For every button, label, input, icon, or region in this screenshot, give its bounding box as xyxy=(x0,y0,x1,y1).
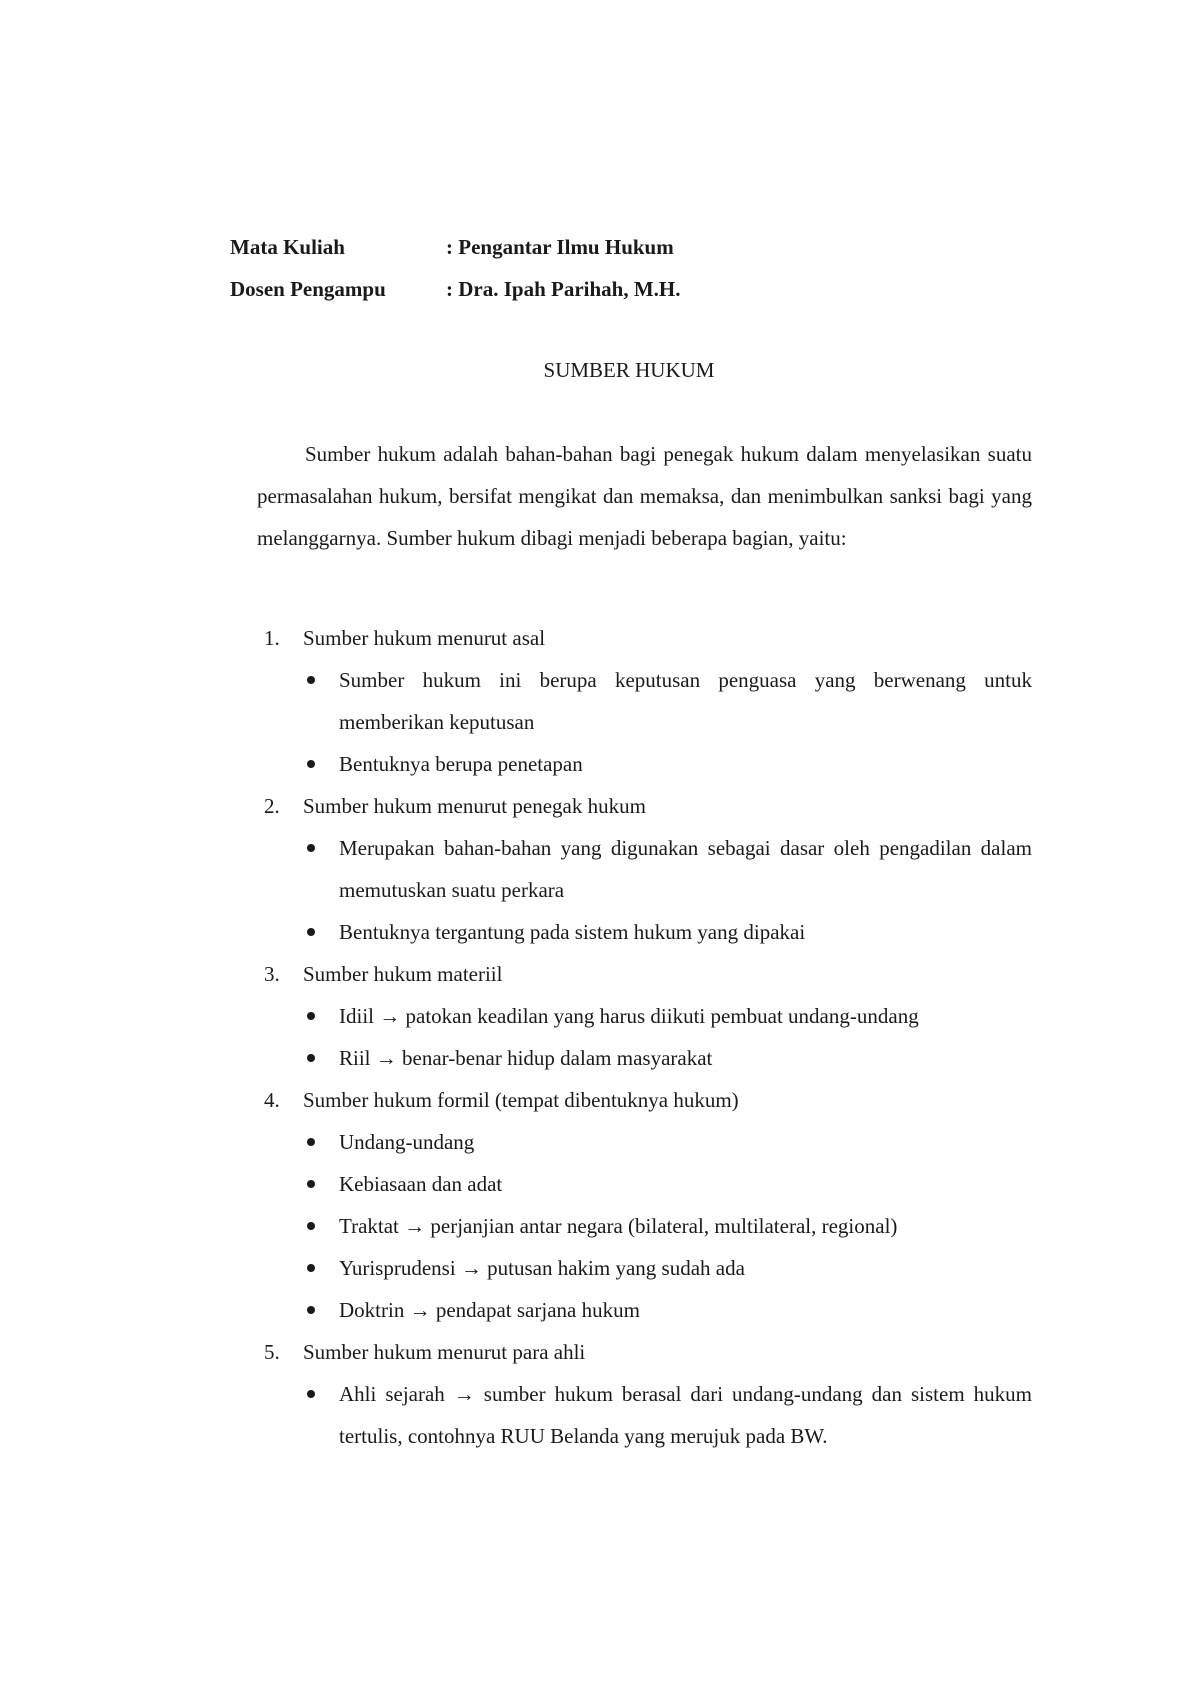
list-item-number: 3. xyxy=(264,962,280,986)
list-item-heading xyxy=(257,785,1032,827)
bullet-icon xyxy=(307,1180,315,1188)
bullet-item xyxy=(257,1247,1032,1289)
bullet-icon xyxy=(307,928,315,936)
list-item-heading xyxy=(257,1331,1032,1373)
bullet-icon xyxy=(307,760,315,768)
list-item-number: 5. xyxy=(264,1340,280,1364)
bullet-icon xyxy=(307,1012,315,1020)
bullet-list xyxy=(257,659,1032,785)
course-info xyxy=(230,226,681,310)
bullet-text: Merupakan bahan-bahan yang digunakan sebagai dasar oleh pengadilan dalam memutuskan suatu perkara xyxy=(339,836,1032,902)
lecturer-value: : Dra. Ipah Parihah, M.H. xyxy=(446,277,681,301)
bullet-text: Bentuknya berupa penetapan xyxy=(339,752,583,776)
list-item-number: 2. xyxy=(264,794,280,818)
list-item xyxy=(257,617,1032,785)
list-item-text: Sumber hukum menurut para ahli xyxy=(303,1340,586,1364)
numbered-list xyxy=(257,617,1032,1457)
bullet-item xyxy=(257,995,1032,1037)
bullet-icon xyxy=(307,1138,315,1146)
bullet-text: Yurisprudensi → putusan hakim yang sudah ada xyxy=(339,1256,745,1280)
bullet-icon xyxy=(307,1306,315,1314)
bullet-icon xyxy=(307,1054,315,1062)
lecturer-row xyxy=(230,268,681,310)
document-title: SUMBER HUKUM xyxy=(543,358,715,382)
list-item xyxy=(257,785,1032,953)
bullet-text: Idiil → patokan keadilan yang harus diikuti pembuat undang-undang xyxy=(339,1004,919,1028)
course-label: Mata Kuliah xyxy=(230,235,345,259)
bullet-list xyxy=(257,827,1032,953)
list-item-text: Sumber hukum materiil xyxy=(303,962,503,986)
bullet-item xyxy=(257,1373,1032,1457)
bullet-list xyxy=(257,1373,1032,1457)
lecturer-label: Dosen Pengampu xyxy=(230,277,386,301)
list-item xyxy=(257,1331,1032,1457)
list-item-text: Sumber hukum menurut penegak hukum xyxy=(303,794,646,818)
bullet-item xyxy=(257,911,1032,953)
bullet-item xyxy=(257,1163,1032,1205)
list-item-number: 4. xyxy=(264,1088,280,1112)
bullet-text: Kebiasaan dan adat xyxy=(339,1172,503,1196)
list-item-text: Sumber hukum menurut asal xyxy=(303,626,546,650)
bullet-icon xyxy=(307,676,315,684)
course-row xyxy=(230,226,681,268)
intro-paragraph: Sumber hukum adalah bahan-bahan bagi penegak hukum dalam menyelasikan suatu permasalahan hukum, bersifat mengikat dan memaksa, dan menimbulkan sanksi bagi yang melanggarnya. Sumber hukum dibagi menjadi beberapa bagian, yaitu: xyxy=(257,442,1032,550)
bullet-item xyxy=(257,827,1032,911)
list-item-text: Sumber hukum formil (tempat dibentuknya hukum) xyxy=(303,1088,739,1112)
bullet-text: Sumber hukum ini berupa keputusan penguasa yang berwenang untuk memberikan keputusan xyxy=(339,668,1032,734)
bullet-item xyxy=(257,1121,1032,1163)
bullet-text: Riil → benar-benar hidup dalam masyarakat xyxy=(339,1046,713,1070)
list-item-heading xyxy=(257,617,1032,659)
bullet-text: Ahli sejarah → sumber hukum berasal dari undang-undang dan sistem hukum tertulis, contohnya RUU Belanda yang merujuk pada BW. xyxy=(339,1382,1032,1448)
list-item-heading xyxy=(257,1079,1032,1121)
bullet-text: Traktat → perjanjian antar negara (bilateral, multilateral, regional) xyxy=(339,1214,898,1238)
bullet-icon xyxy=(307,1264,315,1272)
list-item xyxy=(257,953,1032,1079)
list-item-heading xyxy=(257,953,1032,995)
list-item-number: 1. xyxy=(264,626,280,650)
bullet-item xyxy=(257,743,1032,785)
bullet-item xyxy=(257,1205,1032,1247)
bullet-item xyxy=(257,659,1032,743)
course-value: : Pengantar Ilmu Hukum xyxy=(446,235,674,259)
bullet-text: Undang-undang xyxy=(339,1130,475,1154)
bullet-item xyxy=(257,1037,1032,1079)
bullet-icon xyxy=(307,1390,315,1398)
bullet-list xyxy=(257,1121,1032,1331)
bullet-icon xyxy=(307,844,315,852)
bullet-item xyxy=(257,1289,1032,1331)
bullet-text: Bentuknya tergantung pada sistem hukum yang dipakai xyxy=(339,920,806,944)
bullet-icon xyxy=(307,1222,315,1230)
bullet-list xyxy=(257,995,1032,1079)
bullet-text: Doktrin → pendapat sarjana hukum xyxy=(339,1298,640,1322)
list-item xyxy=(257,1079,1032,1331)
